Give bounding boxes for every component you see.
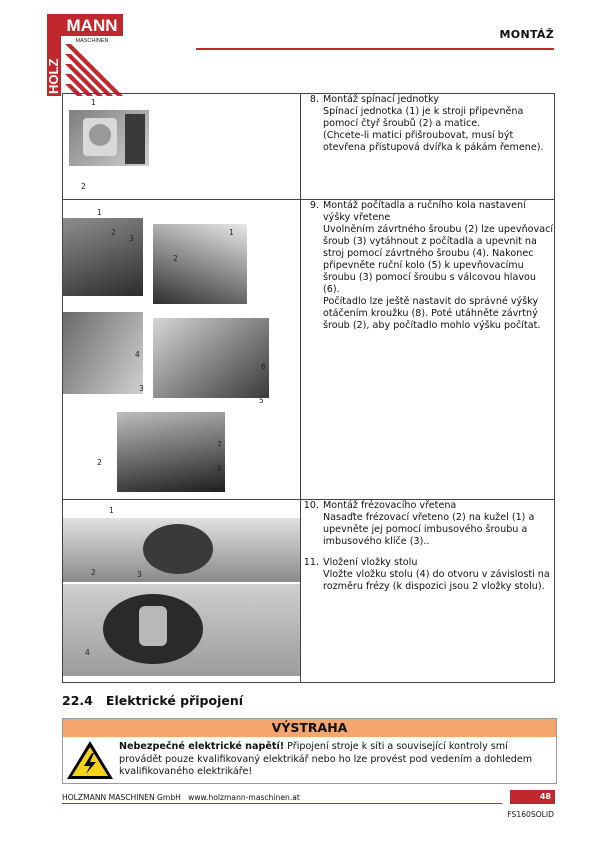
step-10-11-text: [301, 500, 555, 683]
svg-text:MANN: MANN: [66, 16, 118, 35]
table-insert-photo: [63, 584, 300, 676]
high-voltage-icon: [64, 738, 116, 782]
step-text: Vložte vložku stolu (4) do otvoru v závislosti na rozměru frézy (k dispozici jsou 2 vložky stolu).: [323, 569, 550, 592]
callout-3: 3: [129, 234, 134, 243]
header-rule: [196, 48, 554, 50]
model-name: FS160SOLID: [507, 810, 554, 819]
counter-ring-photo: [117, 412, 225, 492]
step-title: Montáž frézovacího vřetena: [323, 500, 457, 511]
callout-6: 6: [261, 362, 266, 371]
step-8-text: [301, 94, 555, 200]
callout-2: 2: [97, 458, 102, 467]
step-9-text: [301, 200, 555, 500]
callout-1: 1: [109, 506, 114, 515]
section-label: MONTÁŽ: [499, 28, 554, 41]
callout-4: 4: [85, 648, 90, 657]
callout-3: 3: [137, 570, 142, 579]
step-8-images: [63, 94, 301, 200]
spindle-cone-photo: [63, 518, 300, 582]
step-item: 9. Montáž počítadla a ručního kola nastavení výšky vřetene Uvolněním závrtného šroubu (2) lze upevňovací šroub (3) vytáhnout z počítadla a upevnit na stroj pomocí závrtného šroubu (4). Nakonec připevněte ruční kolo (5) k upevňovacímu šroubu (3) pomocí šroubu s válcovou hlavou (6). Počítadlo lze ještě nastavit do správné výšky otáčením kroužku (8). Poté utáhněte závrtný šroub (2), aby počítadlo mohlo výšku počítat.: [309, 200, 554, 331]
step-item: 10. Montáž frézovacího vřetena Nasaďte frézovací vřeteno (2) na kužel (1) a upevněte jej pomocí imbusového šroubu a imbusového klíče (3)..: [301, 500, 554, 548]
section-title: Elektrické připojení: [105, 693, 244, 708]
table-row: [63, 200, 555, 500]
callout-2: 2: [91, 568, 96, 577]
counter-photo: [63, 218, 143, 296]
callout-5: 5: [259, 396, 264, 405]
warning-bold: Nebezpečné elektrické napětí!: [119, 741, 285, 752]
callout-2: 2: [111, 228, 116, 237]
step-item: 8. Montáž spínací jednotky Spínací jednotka (1) je k stroji připevněna pomocí čtyř šroubů (2) a matice. (Chcete-li matici přišroubovat, musí být otevřena přístupová dvířka k pákám řemene).: [301, 94, 554, 154]
callout-1: 1: [91, 98, 96, 107]
section-number: 22.4: [62, 693, 93, 708]
warning-box: [62, 718, 557, 784]
step-text: Nasaďte frézovací vřeteno (2) na kužel (1) a upevněte jej pomocí imbusového šroubu a imbusového klíče (3)..: [323, 512, 535, 547]
section-heading: [62, 693, 243, 708]
step-text: Uvolněním závrtného šroubu (2) lze upevňovací šroub (3) vytáhnout z počítadla a upevnit na stroj pomocí závrtného šroubu (4). Nakonec připevněte ruční kolo (5) k upevňovacímu šroubu (3) pomocí šroubu s válcovou hlavou (6). Počítadlo lze ještě nastavit do správné výšky otáčením kroužku (8). Poté utáhněte závrtný šroub (2), aby počítadlo mohlo výšku počítat.: [323, 224, 554, 331]
holzmann-logo: [47, 14, 127, 96]
warning-body: Připojení stroje k síti a související kontroly smí provádět pouze kvalifikovaný elektrikář nebo ho lze provést pod vedením a dohledem kvalifikovaného elektrikáře!: [119, 741, 533, 777]
callout-2: 2: [81, 182, 86, 191]
footer-rule: [62, 803, 502, 804]
step-10-11-images: [63, 500, 301, 683]
step-title: Vložení vložky stolu: [323, 557, 418, 568]
table-row: [63, 94, 555, 200]
spindle-mount-photo: [63, 312, 143, 394]
callout-7: 7: [217, 440, 222, 449]
callout-4: 4: [135, 350, 140, 359]
callout-2: 2: [173, 254, 178, 263]
warning-text: [119, 741, 551, 779]
svg-text:MASCHINEN: MASCHINEN: [75, 38, 109, 44]
page-number: 48: [510, 790, 555, 804]
callout-3: 3: [139, 384, 144, 393]
svg-text:HOLZ: HOLZ: [47, 58, 61, 94]
callout-1: 1: [97, 208, 102, 217]
table-row: [63, 500, 555, 683]
callout-8: 8: [217, 464, 222, 473]
switch-unit-photo: [69, 110, 149, 166]
footer-website: www.holzmann-maschinen.at: [188, 793, 300, 802]
step-item: 11. Vložení vložky stolu Vložte vložku stolu (4) do otvoru v závislosti na rozměru frézy (k dispozici jsou 2 vložky stolu).: [301, 557, 554, 593]
step-text: Spínací jednotka (1) je k stroji připevněna pomocí čtyř šroubů (2) a matice. (Chcete-li matici přišroubovat, musí být otevřena přístupová dvířka k pákám řemene).: [323, 106, 544, 153]
step-title: Montáž počítadla a ručního kola nastavení výšky vřetene: [323, 200, 526, 223]
warning-heading: VÝSTRAHA: [63, 719, 556, 737]
steps-table: [62, 93, 555, 683]
callout-1: 1: [229, 228, 234, 237]
footer-company: HOLZMANN MASCHINEN GmbH www.holzmann-maschinen.at: [62, 793, 300, 802]
step-title: Montáž spínací jednotky: [323, 94, 439, 105]
step-9-images: [63, 200, 301, 500]
handwheel-photo: [153, 318, 269, 398]
